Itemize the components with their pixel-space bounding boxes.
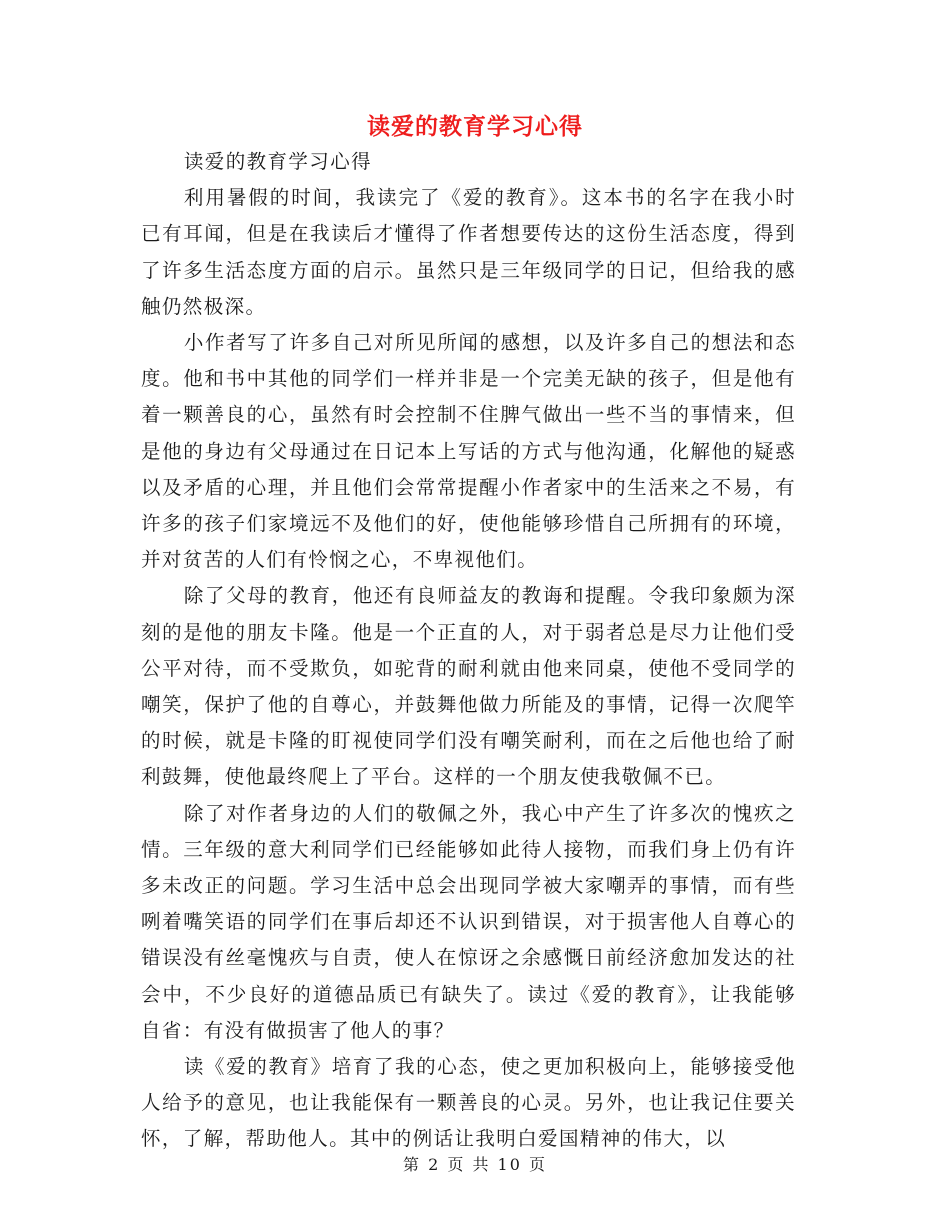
body-paragraph: 小作者写了许多自己对所见所闻的感想，以及许多自己的想法和态度。他和书中其他的同学们一样并非是一个完美无缺的孩子，但是他有着一颗善良的心，虽然有时会控制不住脾气做出一些不当的事情来，但是他的身边有父母通过在日记本上写话的方式与他沟通，化解他的疑惑以及矛盾的心理，并且他们会常常提醒小作者家中的生活来之不易，有许多的孩子们家境远不及他们的好，使他能够珍惜自己所拥有的环境，并对贫苦的人们有怜悯之心，不卑视他们。 xyxy=(141,331,796,572)
document-title: 读爱的教育学习心得 xyxy=(367,114,583,140)
body-paragraph: 读《爱的教育》培育了我的心态，使之更加积极向上，能够接受他人给予的意见，也让我能保有一颗善良的心灵。另外，也让我记住要关怀，了解，帮助他人。其中的例话让我明白爱国精神的伟大，以 xyxy=(141,1055,796,1151)
document-body xyxy=(141,144,796,1158)
body-paragraph: 利用暑假的时间，我读完了《爱的教育》。这本书的名字在我小时已有耳闻，但是在我读后才懂得了作者想要传达的这份生活态度，得到了许多生活态度方面的启示。虽然只是三年级同学的日记，但给我的感触仍然极深。 xyxy=(141,186,796,318)
body-paragraph-subtitle: 读爱的教育学习心得 xyxy=(183,150,372,173)
body-paragraph: 除了对作者身边的人们的敬佩之外，我心中产生了许多次的愧疚之情。三年级的意大利同学们已经能够如此待人接物，而我们身上仍有许多未改正的问题。学习生活中总会出现同学被大家嘲弄的事情，而有些咧着嘴笑语的同学们在事后却还不认识到错误，对于损害他人自尊心的错误没有丝毫愧疚与自责，使人在惊讶之余感慨日前经济愈加发达的社会中，不少良好的道德品质已有缺失了。读过《爱的教育》，让我能够自省：有没有做损害了他人的事？ xyxy=(141,801,796,1042)
body-paragraph: 除了父母的教育，他还有良师益友的教诲和提醒。令我印象颇为深刻的是他的朋友卡隆。他是一个正直的人，对于弱者总是尽力让他们受公平对待，而不受欺负，如驼背的耐利就由他来同桌，使他不受同学的嘲笑，保护了他的自尊心，并鼓舞他做力所能及的事情，记得一次爬竿的时候，就是卡隆的盯视使同学们没有嘲笑耐利，而在之后他也给了耐利鼓舞，使他最终爬上了平台。这样的一个朋友使我敬佩不已。 xyxy=(141,584,796,789)
page-number-footer: 第 2 页 共 10 页 xyxy=(403,1155,547,1174)
